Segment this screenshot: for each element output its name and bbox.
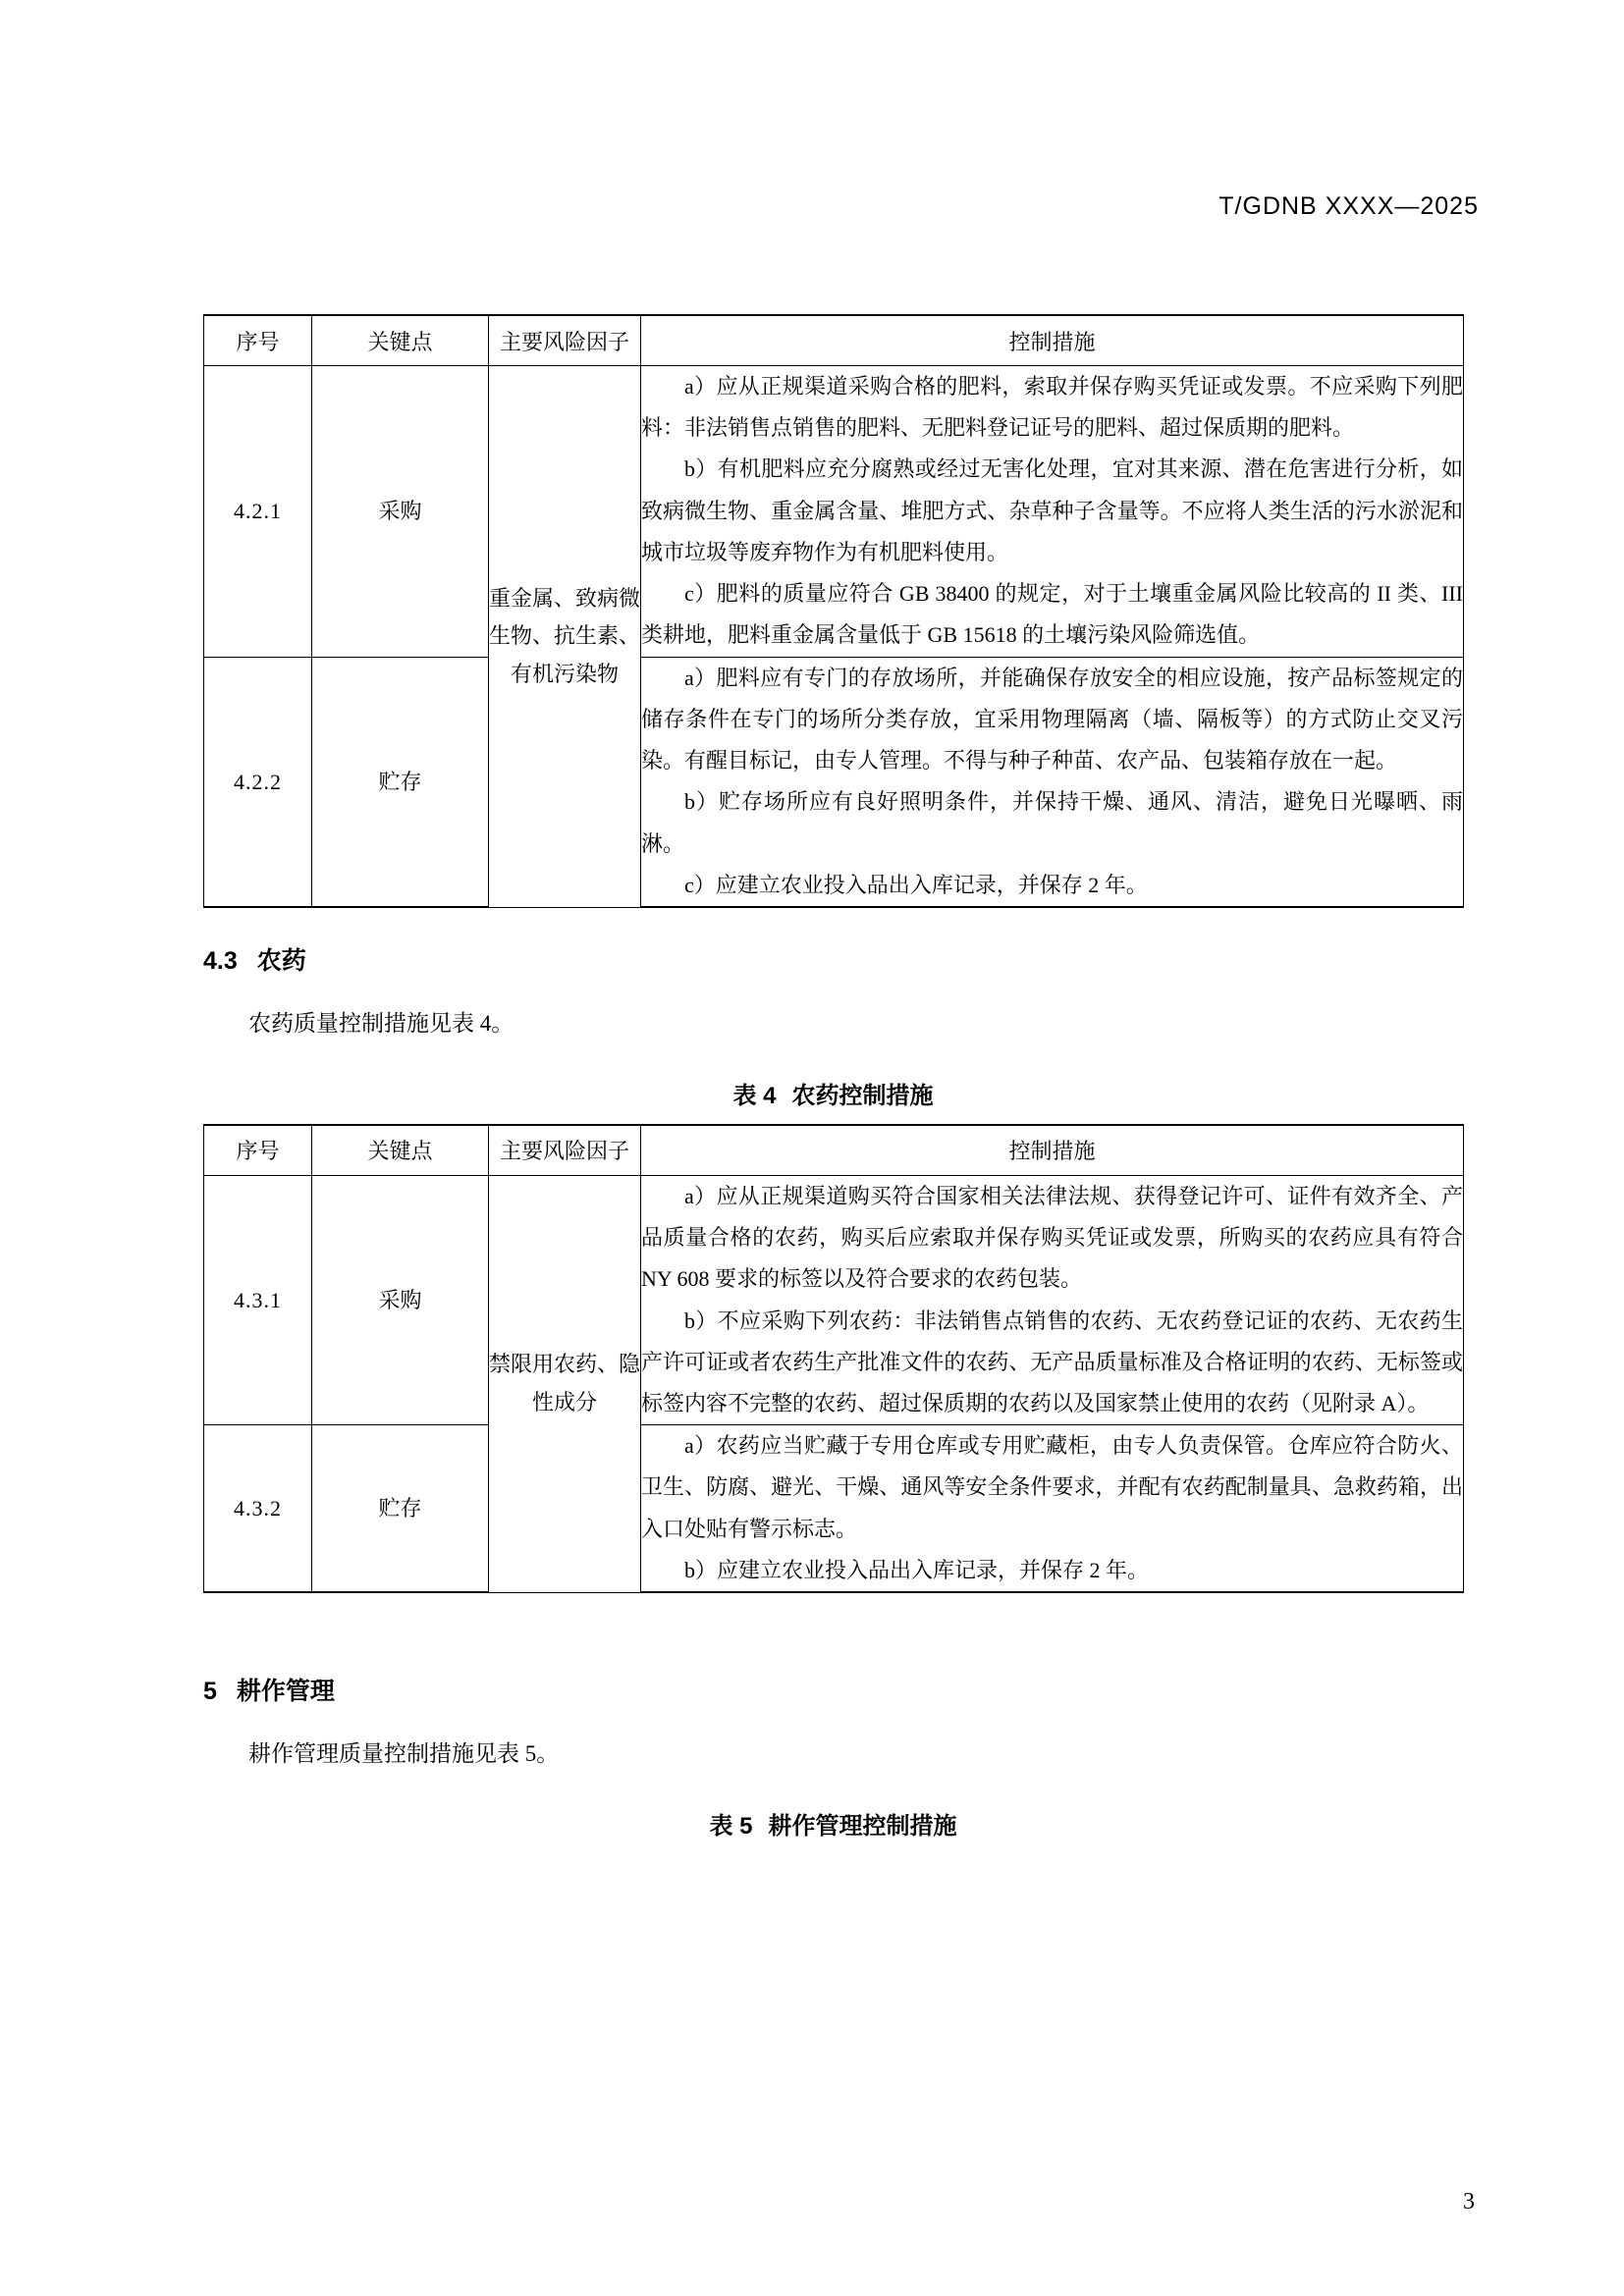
caption-label: 表 5 <box>709 1812 753 1840</box>
cell-key-point: 采购 <box>312 1175 489 1424</box>
column-header-key-point: 关键点 <box>312 1125 489 1176</box>
table-row <box>204 657 1464 907</box>
table-row <box>204 1425 1464 1592</box>
table-fertilizer-control-measures <box>203 314 1464 908</box>
measure-item: b）有机肥料应充分腐熟或经过无害化处理，宜对其来源、潜在危害进行分析，如致病微生物、重金属含量、堆肥方式、杂草种子含量等。不应将人类生活的污水淤泥和城市垃圾等废弃物作为有机肥料使用。 <box>641 456 1463 564</box>
column-header-risk-factor: 主要风险因子 <box>489 1125 641 1176</box>
measure-item: c）应建立农业投入品出入库记录，并保存 2 年。 <box>684 872 1148 897</box>
caption-table-5 <box>203 1806 1463 1841</box>
cell-no: 4.2.2 <box>204 657 312 907</box>
column-header-no: 序号 <box>204 315 312 366</box>
measure-item: b）应建立农业投入品出入库记录，并保存 2 年。 <box>684 1557 1150 1582</box>
measure-item: a）应从正规渠道采购合格的肥料，索取并保存购买凭证或发票。不应采购下列肥料：非法销售点销售的肥料、无肥料登记证号的肥料、超过保质期的肥料。 <box>641 374 1463 441</box>
cell-no: 4.2.1 <box>204 366 312 658</box>
measure-item: c）肥料的质量应符合 GB 38400 的规定，对于土壤重金属风险比较高的 II 类、III 类耕地，肥料重金属含量低于 GB 15618 的土壤污染风险筛选值。 <box>641 581 1463 648</box>
section-spacer <box>203 1593 1463 1638</box>
caption-label: 表 4 <box>732 1082 777 1109</box>
cell-key-point: 采购 <box>312 366 489 658</box>
caption-table-4 <box>203 1076 1463 1110</box>
heading-4-3 <box>203 941 1463 977</box>
page-number: 3 <box>1463 2189 1475 2215</box>
heading-number: 5 <box>203 1678 217 1706</box>
cell-control-measures <box>641 366 1464 658</box>
paragraph-4-3-intro: 农药质量控制措施见表 4。 <box>248 1011 514 1037</box>
cell-risk-factor: 禁限用农药、隐性成分 <box>489 1175 641 1592</box>
table-header-row <box>204 315 1464 366</box>
column-header-key-point: 关键点 <box>312 315 489 366</box>
cell-control-measures <box>641 1425 1464 1592</box>
column-header-control-measures: 控制措施 <box>641 1125 1464 1176</box>
cell-risk-factor: 重金属、致病微生物、抗生素、有机污染物 <box>489 366 641 908</box>
table-row <box>204 1175 1464 1424</box>
heading-5 <box>203 1672 1463 1707</box>
table-row <box>204 366 1464 658</box>
measure-item: a）农药应当贮藏于专用仓库或专用贮藏柜，由专人负责保管。仓库应符合防火、卫生、防腐、避光、干燥、通风等安全条件要求，并配有农药配制量具、急救药箱，出入口处贴有警示标志。 <box>641 1433 1463 1541</box>
measure-item: b）贮存场所应有良好照明条件，并保持干燥、通风、清洁，避免日光曝晒、雨淋。 <box>641 789 1463 856</box>
cell-control-measures <box>641 1175 1464 1424</box>
column-header-no: 序号 <box>204 1125 312 1176</box>
column-header-risk-factor: 主要风险因子 <box>489 315 641 366</box>
heading-text: 耕作管理 <box>236 1678 335 1706</box>
page-header: T/GDNB XXXX—2025 <box>1218 192 1479 220</box>
heading-number: 4.3 <box>203 947 238 976</box>
table-pesticide-control-measures <box>203 1124 1464 1593</box>
caption-title: 农药控制措施 <box>791 1082 934 1109</box>
paragraph-5-intro: 耕作管理质量控制措施见表 5。 <box>248 1741 560 1767</box>
cell-key-point: 贮存 <box>312 657 489 907</box>
cell-no: 4.3.1 <box>204 1175 312 1424</box>
cell-key-point: 贮存 <box>312 1425 489 1592</box>
page-content <box>203 314 1463 1854</box>
cell-control-measures <box>641 657 1464 907</box>
caption-title: 耕作管理控制措施 <box>768 1812 957 1840</box>
measure-item: a）肥料应有专门的存放场所，并能确保存放安全的相应设施，按产品标签规定的储存条件在专门的场所分类存放，宜采用物理隔离（墙、隔板等）的方式防止交叉污染。有醒目标记，由专人管理。不得与种子种苗、农产品、包装箱存放在一起。 <box>641 665 1463 774</box>
table-header-row <box>204 1125 1464 1176</box>
measure-item: b）不应采购下列农药：非法销售点销售的农药、无农药登记证的农药、无农药生产许可证或者农药生产批准文件的农药、无产品质量标准及合格证明的农药、无标签或标签内容不完整的农药、超过保质期的农药以及国家禁止使用的农药（见附录 A）。 <box>641 1308 1463 1416</box>
heading-text: 农药 <box>256 947 306 976</box>
measure-item: a）应从正规渠道购买符合国家相关法律法规、获得登记许可、证件有效齐全、产品质量合格的农药，购买后应索取并保存购买凭证或发票，所购买的农药应具有符合 NY 608 要求的标签以及符合要求的农药包装。 <box>641 1183 1463 1292</box>
cell-no: 4.3.2 <box>204 1425 312 1592</box>
column-header-control-measures: 控制措施 <box>641 315 1464 366</box>
